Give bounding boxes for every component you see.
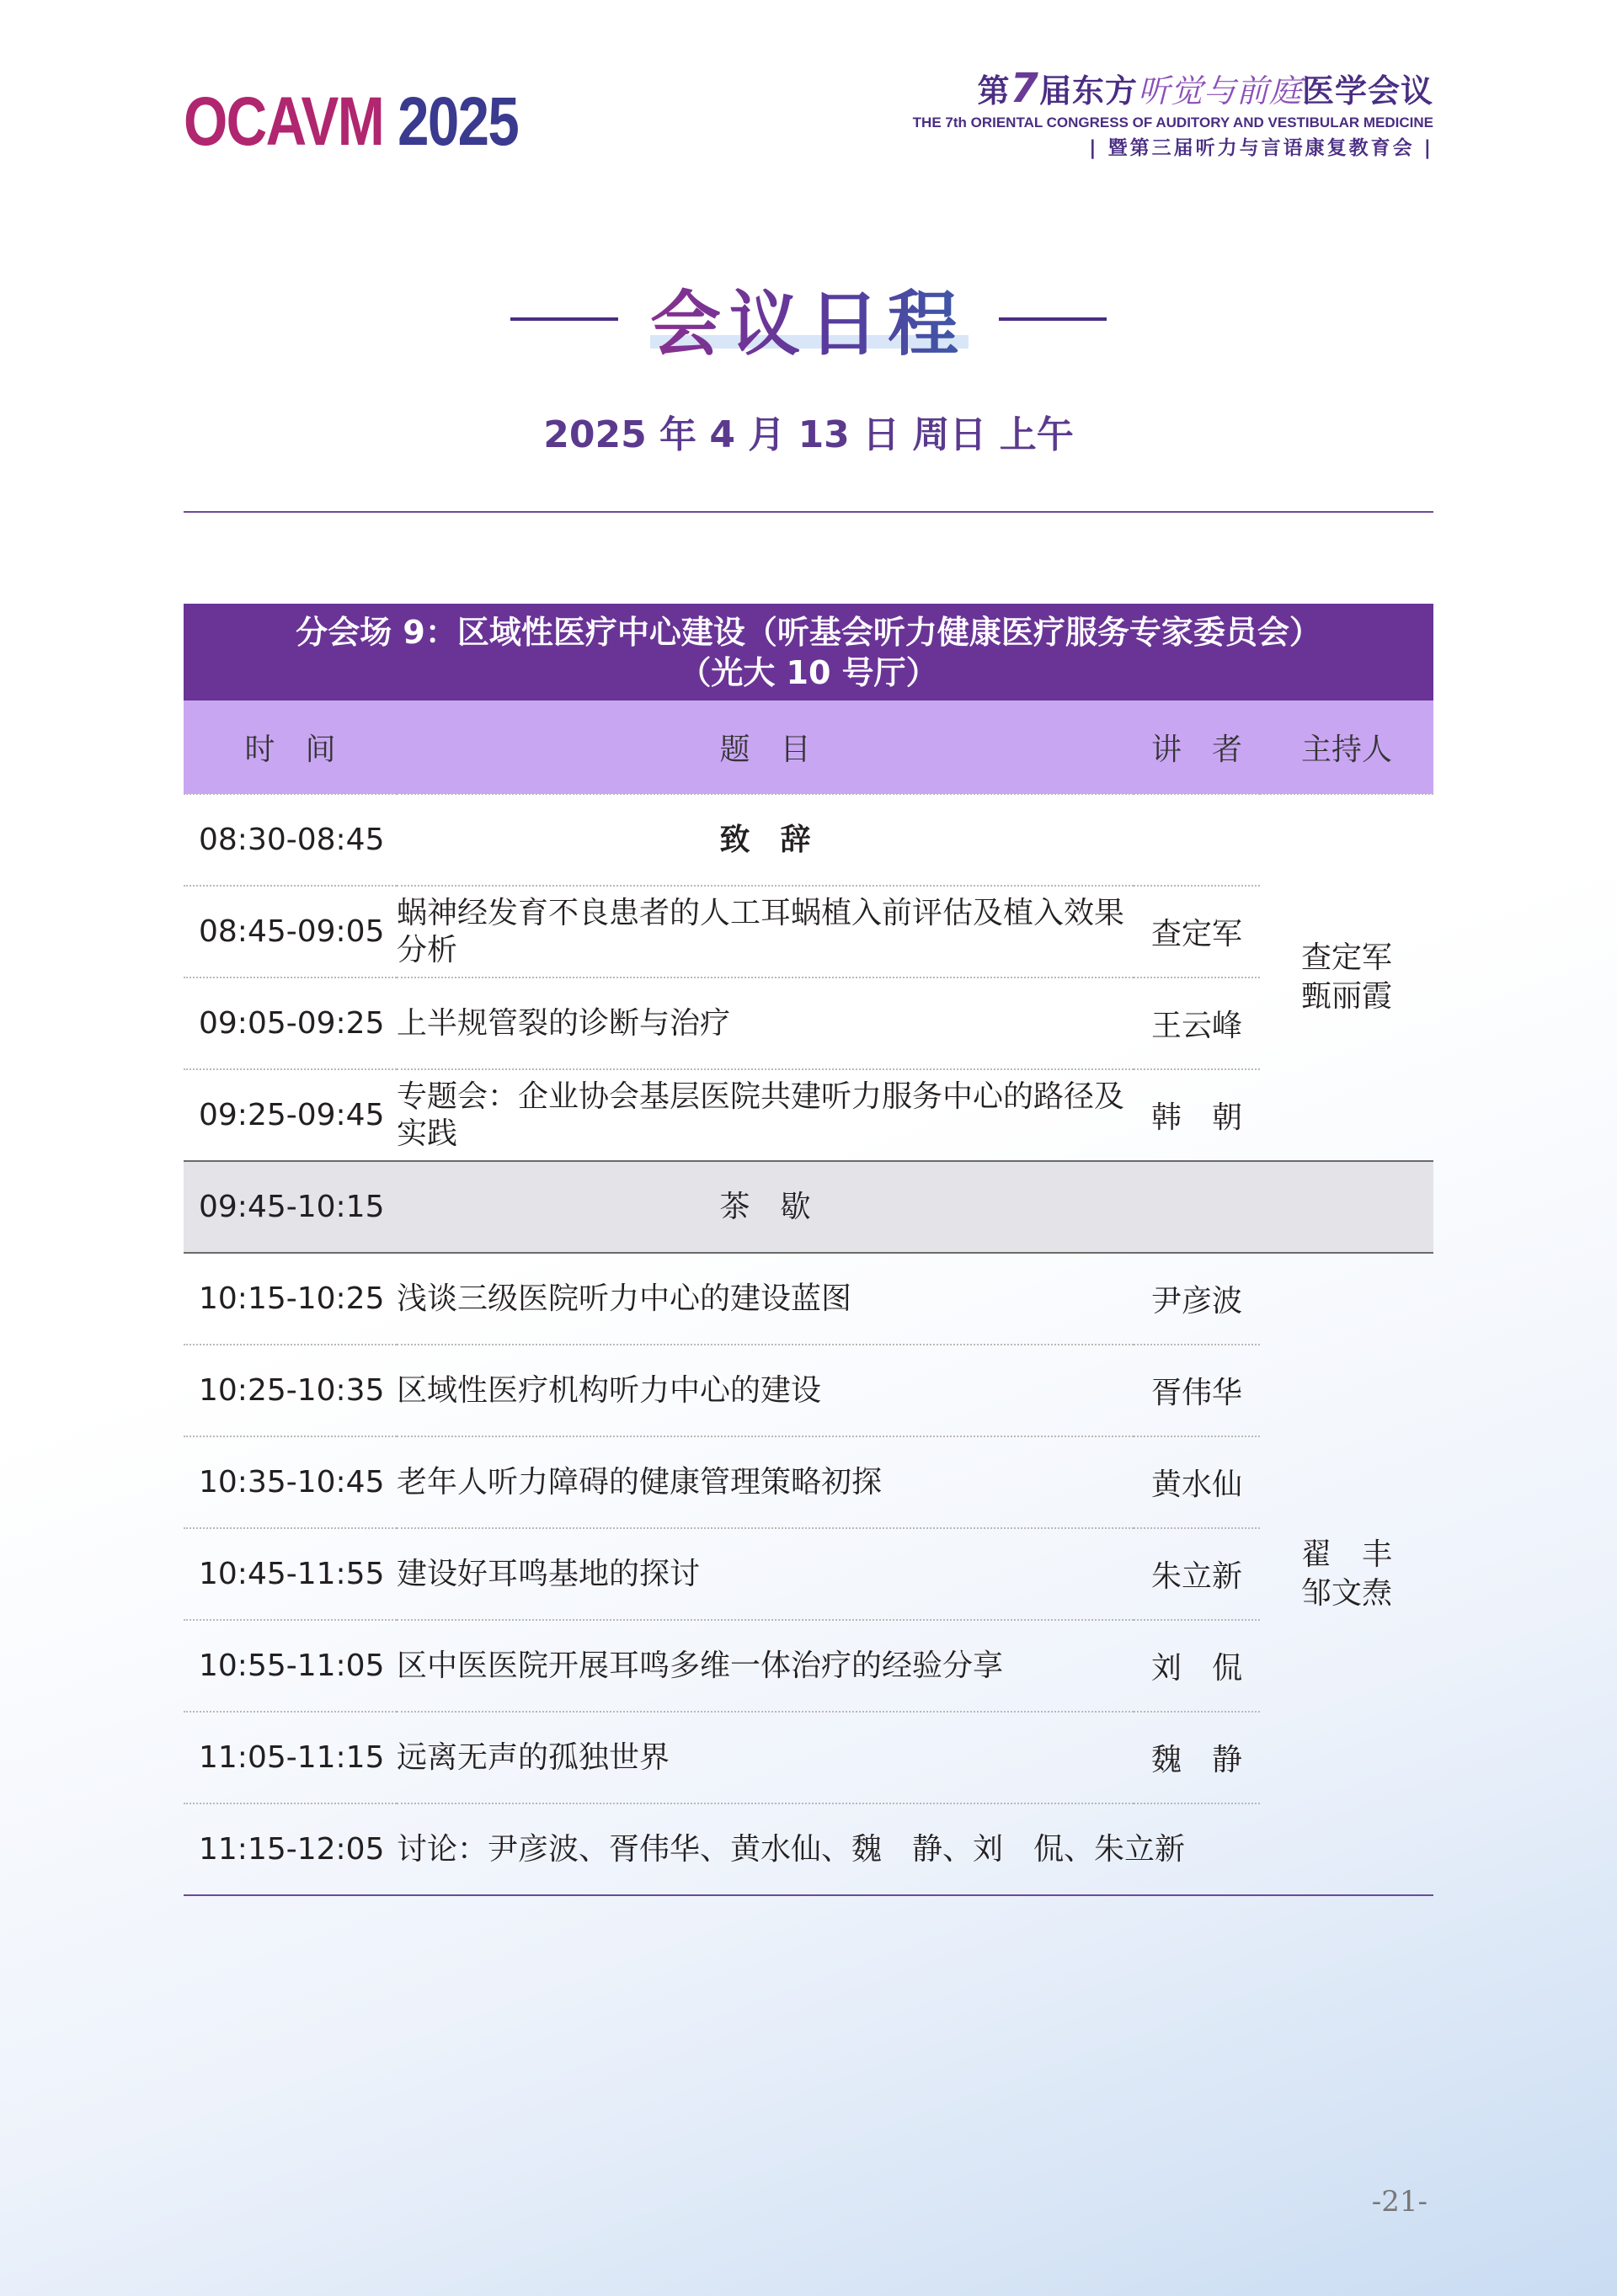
row-topic: 讨论：尹彦波、胥伟华、黄水仙、魏 静、刘 侃、朱立新 [397,1803,1260,1895]
col-header-time: 时 间 [184,701,397,794]
page-heading-block [0,268,1617,370]
table-row [184,1528,1433,1620]
row-speaker: 魏 静 [1134,1712,1260,1803]
table-row [184,1620,1433,1712]
row-speaker [1134,794,1260,886]
col-header-host: 主持人 [1260,701,1433,794]
row-topic: 老年人听力障碍的健康管理策略初探 [397,1436,1134,1528]
row-topic: 建设好耳鸣基地的探讨 [397,1528,1134,1620]
row-topic: 致 辞 [397,794,1134,886]
row-time: 10:45-11:55 [184,1528,397,1620]
conference-title: 第7届东方听觉与前庭医学会议 [977,65,1433,112]
conference-title-block [913,67,1433,162]
host-name: 甄丽霞 [1300,979,1392,1014]
table-row [184,1253,1433,1345]
row-speaker: 王云峰 [1134,978,1260,1069]
row-time: 11:05-11:15 [184,1712,397,1803]
row-time: 09:25-09:45 [184,1069,397,1161]
host-cell [1260,794,1433,1161]
session-date: 2025 年 4 月 13 日 周日 上午 [543,413,1074,456]
row-topic: 浅谈三级医院听力中心的建设蓝图 [397,1253,1134,1345]
row-topic: 远离无声的孤独世界 [397,1712,1134,1803]
heading-right-dash [999,317,1107,321]
row-topic: 专题会：企业协会基层医院共建听力服务中心的路径及实践 [397,1069,1134,1161]
row-time: 11:15-12:05 [184,1803,397,1895]
venue-room: （光大 10 号厅） [679,653,938,691]
row-time: 10:55-11:05 [184,1620,397,1712]
host-name: 查定军 [1300,940,1392,975]
venue-title: 分会场 9：区域性医疗中心建设（听基会听力健康医疗服务专家委员会） [296,613,1321,651]
col-header-speaker: 讲 者 [1134,701,1260,794]
row-speaker: 韩 朝 [1134,1069,1260,1161]
row-speaker: 查定军 [1134,886,1260,978]
row-time: 10:15-10:25 [184,1253,397,1345]
row-speaker: 刘 侃 [1134,1620,1260,1712]
row-topic: 区域性医疗机构听力中心的建设 [397,1345,1134,1436]
row-time: 10:25-10:35 [184,1345,397,1436]
host-name: 邹文焘 [1300,1575,1392,1611]
table-row [184,886,1433,978]
row-speaker: 黄水仙 [1134,1436,1260,1528]
venue-header [184,604,1433,701]
row-speaker [1134,1161,1260,1253]
divider-rule [184,511,1433,513]
row-topic: 茶 歇 [397,1161,1134,1253]
table-row [184,794,1433,886]
row-speaker: 胥伟华 [1134,1345,1260,1436]
table-row [184,1069,1433,1161]
row-topic: 区中医医院开展耳鸣多维一体治疗的经验分享 [397,1620,1134,1712]
row-speaker: 尹彦波 [1134,1253,1260,1345]
page-number: -21- [1371,2185,1428,2219]
column-header-row [184,701,1433,794]
table-row [184,1803,1433,1895]
row-topic: 蜗神经发育不良患者的人工耳蜗植入前评估及植入效果分析 [397,886,1134,978]
host-name: 翟 丰 [1300,1537,1392,1572]
conference-subtitle: | 暨第三届听力与言语康复教育会 | [1089,137,1433,159]
col-header-topic: 题 目 [397,701,1134,794]
table-row [184,978,1433,1069]
conference-english-title: THE 7th ORIENTAL CONGRESS OF AUDITORY AND VESTIBULAR MEDICINE [912,115,1433,131]
row-time: 08:30-08:45 [184,794,397,886]
row-topic: 上半规管裂的诊断与治疗 [397,978,1134,1069]
row-speaker: 朱立新 [1134,1528,1260,1620]
tea-break-row [184,1161,1433,1253]
row-time: 08:45-09:05 [184,886,397,978]
table-row [184,1712,1433,1803]
schedule-table [184,604,1433,1896]
page-heading: 会议日程 [642,268,975,370]
table-row [184,1345,1433,1436]
table-row [184,1436,1433,1528]
row-time: 10:35-10:45 [184,1436,397,1528]
row-time: 09:05-09:25 [184,978,397,1069]
row-host-empty [1260,1161,1433,1253]
ocavm-logo: OCAVM 2025 [184,83,519,160]
row-time: 09:45-10:15 [184,1161,397,1253]
host-cell [1260,1253,1433,1895]
heading-left-dash [510,317,618,321]
